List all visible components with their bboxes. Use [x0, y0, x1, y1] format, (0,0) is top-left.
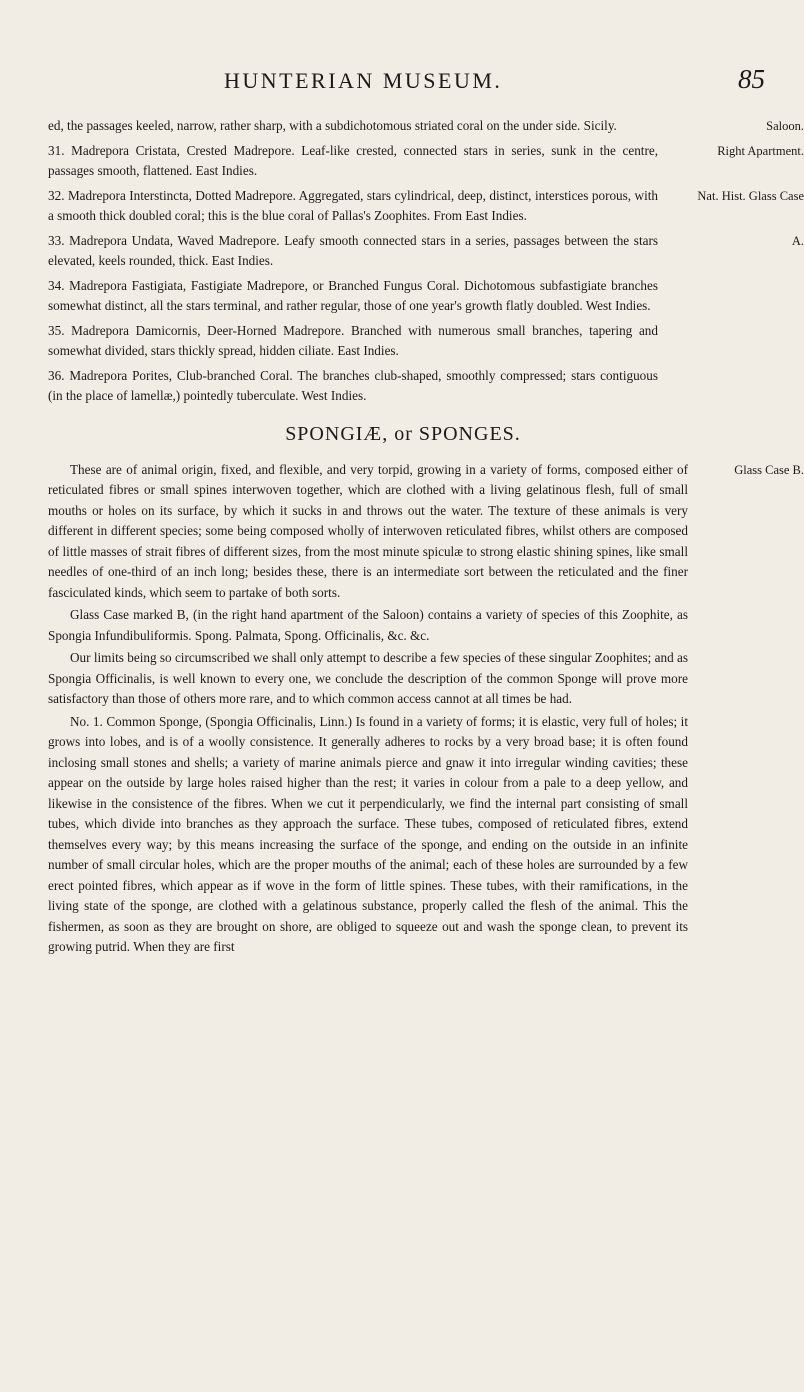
paragraph-intro — [48, 460, 804, 604]
margin-note: Nat. Hist. Glass Case — [697, 188, 804, 203]
paragraph-text: Glass Case marked B, (in the right hand apartment of the Saloon) contains a variety of species of this Zoophite, as Spongia Infundibuliformis. Spong. Palmata, Spong. Officinalis, &c. &c. — [48, 607, 688, 643]
catalog-entry-31 — [48, 141, 804, 182]
entry-text: 32. Madrepora Interstincta, Dotted Madrepore. Aggregated, stars cylindrical, deep, distinct, interstices porous, with a smooth thick doubled coral; this is the blue coral of Pallas's Zoophites. From East Indies. — [48, 187, 658, 223]
entry-text: 31. Madrepora Cristata, Crested Madrepore. Leaf-like crested, connected stars in series, sunk in the centre, passages smooth, flattened. East Indies. — [48, 142, 658, 178]
entry-text: 36. Madrepora Porites, Club-branched Coral. The branches club-shaped, smoothly compressed; stars contiguous (in the place of lamellæ,) pointedly tuberculate. West Indies. — [48, 367, 658, 403]
margin-note: Glass Case B. — [734, 462, 804, 477]
catalog-entry-continued — [48, 116, 804, 137]
catalog-entry-33 — [48, 231, 804, 272]
page-number: 85 — [738, 64, 765, 94]
entry-text: 34. Madrepora Fastigiata, Fastigiate Madrepore, or Branched Fungus Coral. Dichotomous subfastigiate branches somewhat distinct, all the stars terminal, and rather regular, those of one year's growth flatly doubled. West Indies. — [48, 277, 658, 313]
paragraph-common-sponge — [48, 712, 758, 958]
margin-note: A. — [791, 233, 804, 248]
catalog-entry-34 — [48, 276, 758, 317]
section-title: SPONGIÆ, or SPONGES. — [285, 422, 521, 445]
margin-note: Saloon. — [766, 119, 804, 133]
catalog-entry-32 — [48, 186, 804, 227]
margin-note: Right Apartment. — [717, 143, 804, 158]
page-header — [0, 64, 800, 98]
paragraph-glass-case — [48, 605, 758, 646]
page-body — [48, 116, 804, 960]
paragraph-text: No. 1. Common Sponge, (Spongia Officinalis, Linn.) Is found in a variety of forms; it is elastic, very full of holes; it grows into lobes, and is of a woolly consistence. It generally adheres to rocks by a very broad base; it is often found inclosing small stones and shells; a variety of marine animals pierce and gnaw it into irregular winding cavities; these appear on the outside by large holes raised higher than the rest; it varies in colour from a pale to a deep yellow, and likewise in the consistence of the fibres. When we cut it perpendicularly, we find the internal part consisting of small tubes, which divide into branches as they approach the surface. These tubes, composed of reticulated fibres, extend themselves every way; by this means increasing the surface of the sponge, and ending on the outside in an infinite number of small circular holes, which are the proper mouths of the animal; each of these holes are surrounded by a few erect pointed fibres, which appear as if wove in the form of little spines. These tubes, with their ramifications, in the living state of the sponge, are clothed with a gelatinous substance, properly called the flesh of the animal. This the fishermen, as soon as they are brought on shore, are obliged to squeeze out and wash the sponge clean, to prevent its growing putrid. When they are first — [48, 713, 688, 954]
catalog-entry-35 — [48, 321, 758, 362]
catalog-entry-36 — [48, 366, 758, 407]
entry-text: ed, the passages keeled, narrow, rather sharp, with a subdichotomous striated coral on the under side. Sicily. — [48, 118, 617, 133]
entry-text: 33. Madrepora Undata, Waved Madrepore. Leafy smooth connected stars in a series, passages between the stars elevated, keels rounded, thick. East Indies. — [48, 232, 658, 268]
paragraph-limits — [48, 648, 758, 710]
paragraph-text: Our limits being so circumscribed we shall only attempt to describe a few species of these singular Zoophites; and as Spongia Officinalis, is well known to every one, we conclude the description of the common Sponge will prove more satisfactory than those of others more rare, and to which common access cannot at all times be had. — [48, 650, 688, 706]
running-head: HUNTERIAN MUSEUM. — [224, 68, 503, 93]
entry-text: 35. Madrepora Damicornis, Deer-Horned Madrepore. Branched with numerous small branches, tapering and somewhat divided, stars thickly spread, hidden ciliate. East Indies. — [48, 322, 658, 358]
paragraph-text: These are of animal origin, fixed, and flexible, and very torpid, growing in a variety of forms, composed either of reticulated fibres or small spines interwoven together, which are clothed with a living gelatinous flesh, full of small mouths or holes on its surface, by which it sucks in and throws out the water. The texture of these animals is very different in different species; some being composed wholly of interwoven reticulated fibres, whilst others are composed of little masses of strait fibres of different sizes, from the most minute spiculæ to strong elastic shining spines, like small needles of one-third of an inch long; besides these, there is an intermediate sort between the reticulated and the finer fasciculated kinds, which seem to partake of both sorts. — [48, 461, 688, 600]
